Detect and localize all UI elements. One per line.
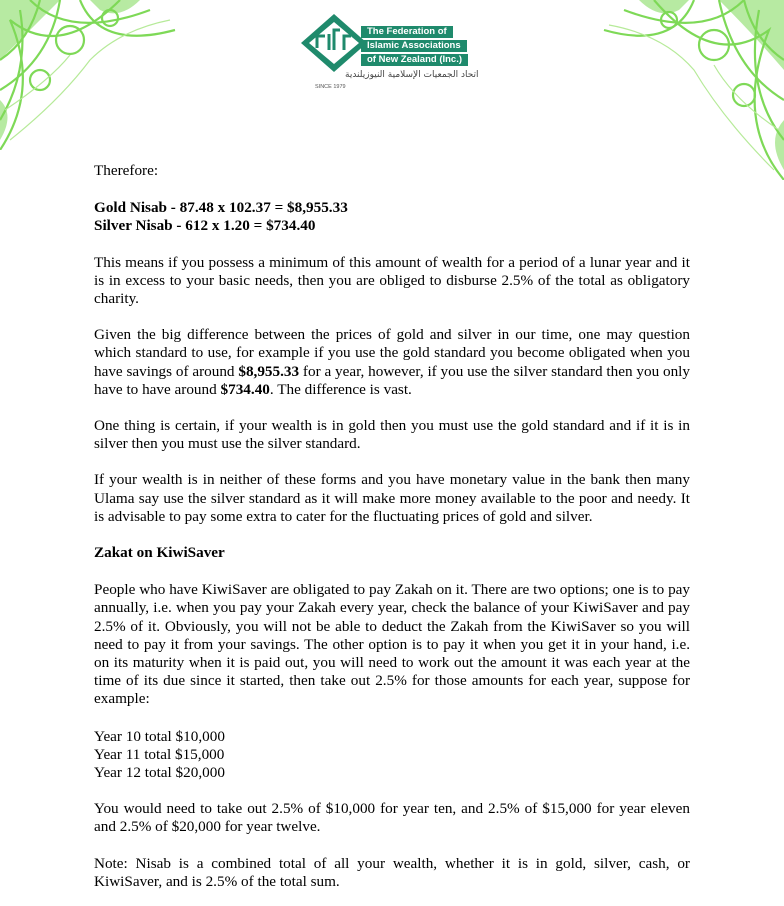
list-item: Year 10 total $10,000 — [94, 727, 225, 745]
paragraph-difference — [94, 326, 690, 399]
logo-since: SINCE 1979 — [315, 84, 346, 90]
list-item: Year 12 total $20,000 — [94, 764, 225, 782]
logo-line-3: of New Zealand (Inc.) — [361, 54, 468, 66]
silver-nisab: Silver Nisab - 612 x 1.20 = $734.40 — [94, 217, 316, 235]
para2-silver-amount: $734.40 — [220, 380, 270, 398]
document-body — [94, 162, 690, 891]
heading-kiwisaver: Zakat on KiwiSaver — [94, 544, 225, 562]
federation-logo — [299, 12, 489, 92]
therefore-text: Therefore: — [94, 162, 159, 179]
para2-text-a: Given the big difference between the prices of gold and silver in our time, one may question which standard to use, for example if you use the gold standard you become obligated when you have savings of around — [94, 326, 690, 380]
logo-line-1: The Federation of — [361, 26, 453, 38]
logo-emblem-icon — [299, 12, 369, 74]
para2-text-c: for a year, however, if you use the silver standard then you only have to have around — [94, 362, 690, 398]
years-list — [94, 728, 690, 783]
gold-nisab: Gold Nisab - 87.48 x 102.37 = $8,955.33 — [94, 199, 348, 217]
paragraph-obligation: This means if you possess a minimum of this amount of wealth for a period of a lunar year and it is in excess to your basic needs, then you are obliged to disburse 2.5% of the total as obligatory charity. — [94, 253, 690, 308]
right-corner-ornament — [594, 0, 784, 180]
paragraph-neither: If your wealth is in neither of these forms and you have monetary value in the bank then many Ulama say use the silver standard as it will make more money available to the poor and needy. It is advisable to pay some extra to cater for the fluctuating prices of gold and silver. — [94, 471, 690, 525]
para2-gold-amount: $8,955.33 — [238, 362, 300, 380]
left-corner-ornament — [0, 0, 180, 150]
logo-arabic-text: اتحاد الجمعيات الإسلامية النيوزيلندية — [345, 70, 479, 80]
list-item: Year 11 total $15,000 — [94, 745, 225, 763]
paragraph-note: Note: Nisab is a combined total of all your wealth, whether it is in gold, silver, cash, or KiwiSaver, and is 2.5% of the total sum. — [94, 854, 690, 890]
logo-line-2: Islamic Associations — [361, 40, 467, 52]
para2-text-e: . The difference is vast. — [269, 380, 412, 398]
paragraph-kiwisaver: People who have KiwiSaver are obligated to pay Zakah on it. There are two options; one is to pay annually, i.e. when you pay your Zakah every year, check the balance of your KiwiSaver and pay 2.5% of it. Obviously, you will not be able to deduct the Zakah from the KiwiSaver so you will need to pay it from your savings. The other option is to pay it when you get it in your hand, i.e. on its maturity when it is paid out, you will need to work out the amount it was each year at the time of its due since it started, then take out 2.5% for those amounts for each year, suppose for example: — [94, 581, 690, 708]
paragraph-certain: One thing is certain, if your wealth is in gold then you must use the gold standard and if it is in silver then you must use the silver standard. — [94, 417, 690, 453]
paragraph-calculation: You would need to take out 2.5% of $10,000 for year ten, and 2.5% of $15,000 for year eleven and 2.5% of $20,000 for year twelve. — [94, 800, 690, 836]
